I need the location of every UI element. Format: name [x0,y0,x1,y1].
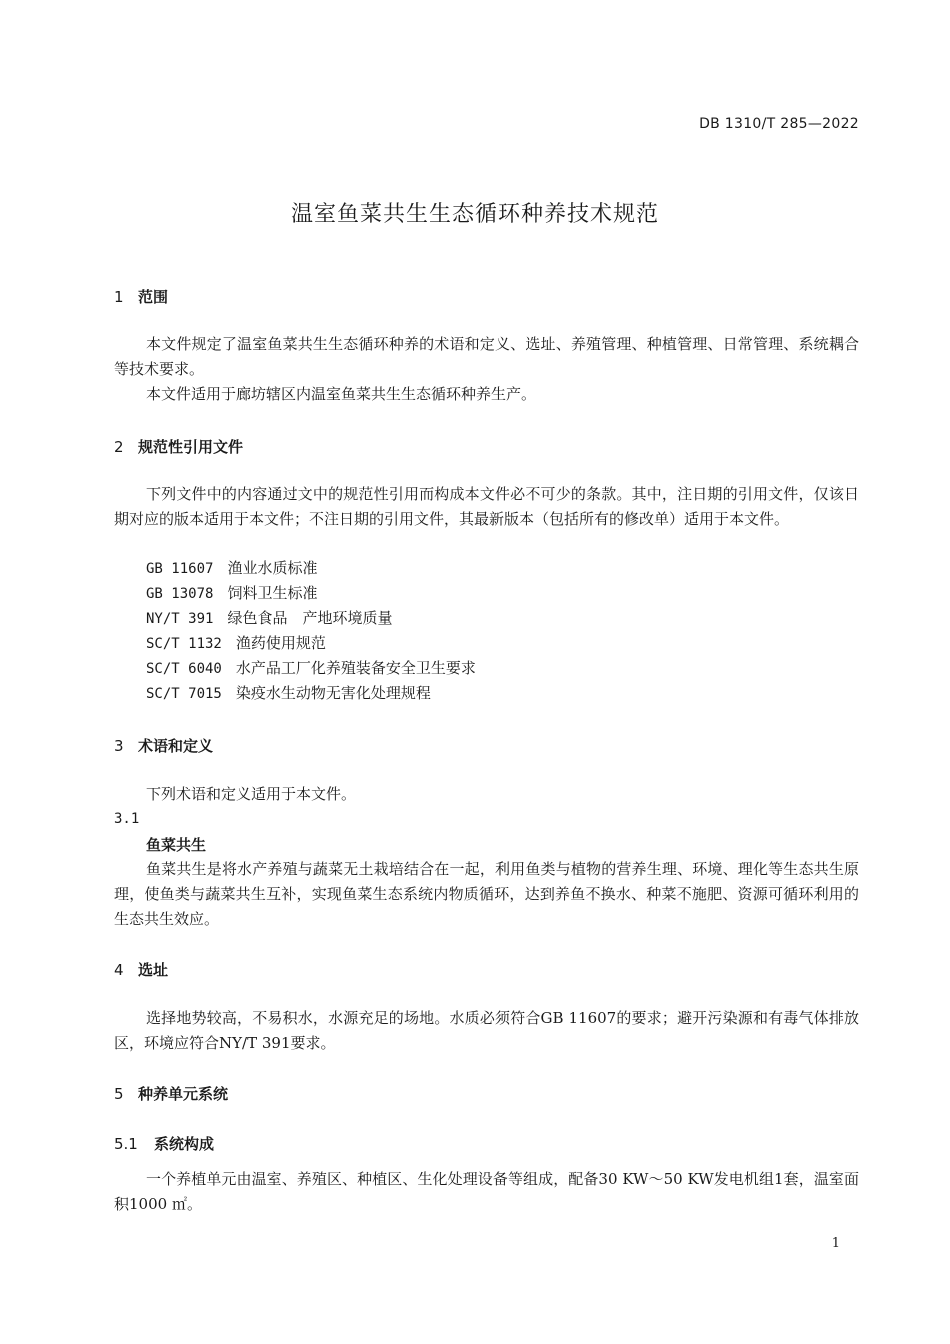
standard-code: DB 1310/T 285—2022 [699,116,859,132]
section-title: 种养单元系统 [138,1085,229,1103]
section-4-heading [114,959,168,980]
reference-name: 渔药使用规范 [235,634,326,652]
reference-item [146,682,431,703]
section-1-paragraph-2: 本文件适用于廊坊辖区内温室鱼菜共生生态循环种养生产。 [146,385,537,403]
section-number: 4 [114,961,124,979]
term-definition: 鱼菜共生是将水产养殖与蔬菜无土栽培结合在一起，利用鱼类与植物的营养生理、环境、理化等生态共生原理，使鱼类与蔬菜共生互补，实现鱼菜生态系统内物质循环，达到养鱼不换水、种菜不施肥、资源可循环利用的生态共生效应。 [114,860,859,928]
reference-name: 饲料卫生标准 [227,584,318,602]
reference-code: GB 11607 [146,561,214,577]
reference-code: NY/T 391 [146,611,214,627]
document-title: 温室鱼菜共生生态循环种养技术规范 [290,202,659,227]
reference-code: SC/T 7015 [146,686,222,702]
reference-name: 水产品工厂化养殖装备安全卫生要求 [235,659,476,677]
section-number: 2 [114,438,124,456]
section-title: 术语和定义 [138,737,214,755]
reference-code: SC/T 6040 [146,661,222,677]
section-4-paragraph-1: 选择地势较高，不易积水，水源充足的场地。水质必须符合GB 11607的要求；避开污染源和有毒气体排放区，环境应符合NY/T 391要求。 [114,1009,859,1052]
section-title: 规范性引用文件 [138,438,244,456]
section-number: 5 [114,1085,124,1103]
section-5-heading [114,1083,228,1104]
section-2-paragraph-1: 下列文件中的内容通过文中的规范性引用而构成本文件必不可少的条款。其中，注日期的引用文件，仅该日期对应的版本适用于本文件；不注日期的引用文件，其最新版本（包括所有的修改单）适用于本文件。 [114,485,859,528]
section-3-paragraph-1: 下列术语和定义适用于本文件。 [146,785,357,803]
section-title: 选址 [138,961,169,979]
subsection-5-1-heading [114,1133,214,1154]
section-2-heading [114,436,243,457]
section-title: 范围 [138,288,169,306]
section-number: 1 [114,288,124,306]
section-3-heading [114,735,213,756]
section-number: 3 [114,737,124,755]
reference-name: 绿色食品 产地环境质量 [227,609,393,627]
subsection-5-1-paragraph-1: 一个养植单元由温室、养殖区、种植区、生化处理设备等组成，配备30 KW～50 KW发电机组1套，温室面积1000 ㎡。 [114,1170,859,1213]
subsection-title: 系统构成 [154,1135,215,1153]
reference-code: GB 13078 [146,586,214,602]
reference-code: SC/T 1132 [146,636,222,652]
subsection-number: 5.1 [114,1135,138,1153]
reference-item [146,557,317,578]
reference-name: 染疫水生动物无害化处理规程 [235,684,431,702]
reference-item [146,632,326,653]
term-number: 3.1 [114,811,140,827]
reference-item [146,657,476,678]
reference-name: 渔业水质标准 [227,559,318,577]
section-1-heading [114,286,168,307]
reference-item [146,582,317,603]
section-1-paragraph-1: 本文件规定了温室鱼菜共生生态循环种养的术语和定义、选址、养殖管理、种植管理、日常管理、系统耦合等技术要求。 [114,335,859,378]
page-number: 1 [831,1236,840,1251]
reference-item [146,607,392,628]
term-name: 鱼菜共生 [146,836,207,854]
